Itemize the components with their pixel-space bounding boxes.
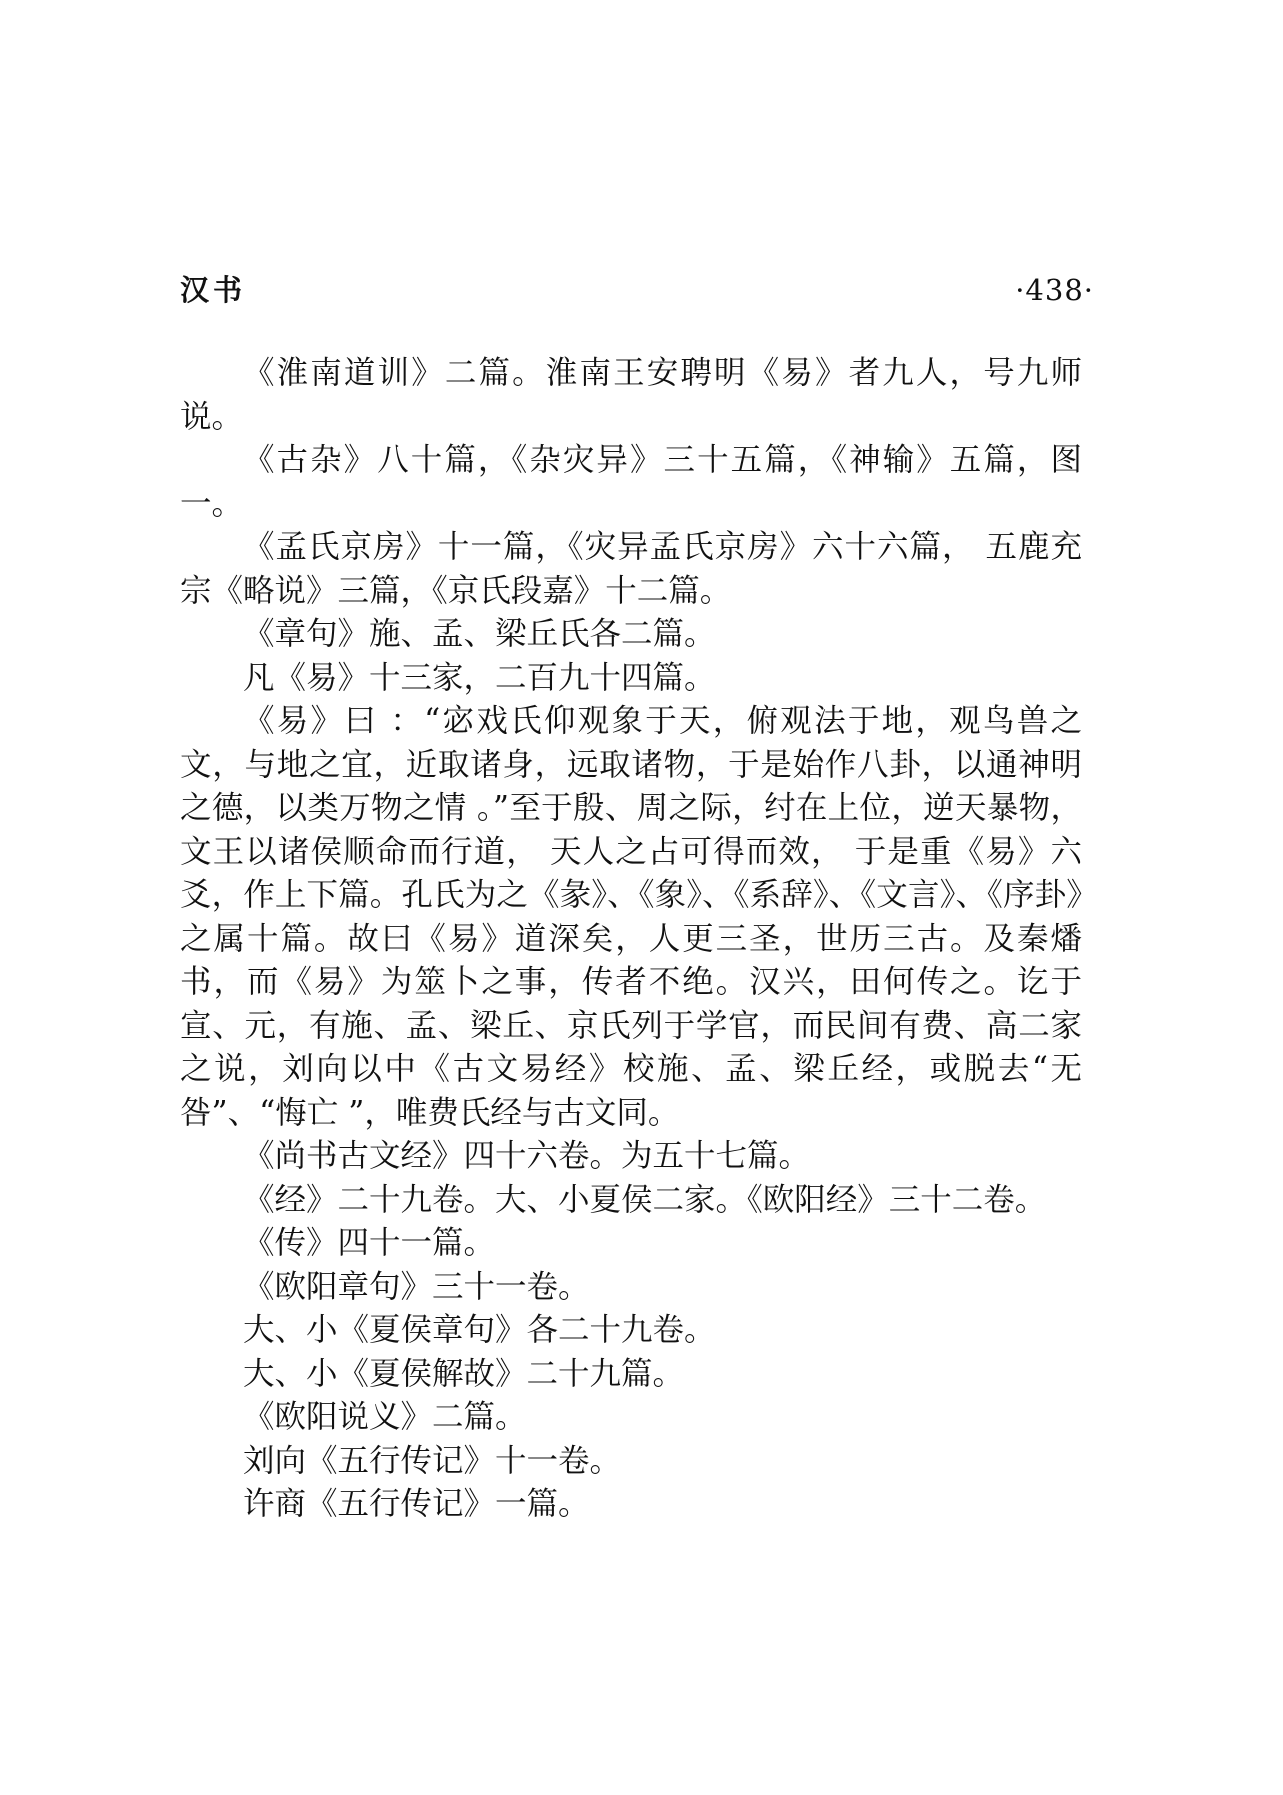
paragraph-zhangju: 《章句》施、孟、梁丘氏各二篇。 xyxy=(243,616,716,652)
paragraph-huainan-daoxun: 《淮南道训》二篇。淮南王安聘明《易》者九人，号九师说。 xyxy=(180,355,1082,435)
book-title: 汉书 xyxy=(180,273,247,307)
paragraph-shangshu-guwen: 《尚书古文经》四十六卷。为五十七篇。 xyxy=(243,1138,811,1174)
paragraph-yi-summary: 凡《易》十三家，二百九十四篇。 xyxy=(243,659,716,696)
paragraph-yi-commentary: 《易》曰 ：“宓戏氏仰观象于天，俯观法于地，观鸟兽之文，与地之宜，近取诸身，远取诸物，于是始作八卦，以通神明之德，以类万物之情 。”至于殷、周之际，纣在上位，逆天暴物，文王以诸侯顺命而行道， 天人之占可得而效， 于是重《易》六爻，作上下篇。孔氏为之《彖》、《象》、《系辞》、《文言》、《序卦》之属十篇。故曰《易》道深矣，人更三圣，世历三古。及秦燔书，而《易》为筮卜之事，传者不绝。汉兴，田何传之。讫于宣、元，有施、孟、梁丘、京氏列于学官，而民间有费、高二家之说，刘向以中《古文易经》校施、孟、梁丘经，或脱去“无咎”、“悔亡 ”，唯费氏经与古文同。 xyxy=(180,703,1082,1131)
paragraph-jing: 《经》二十九卷。大、小夏侯二家。《欧阳经》三十二卷。 xyxy=(243,1181,1047,1218)
page-header xyxy=(180,268,1094,312)
paragraph-guza: 《古杂》八十篇，《杂灾异》三十五篇，《神输》五篇，图一。 xyxy=(180,442,1082,522)
paragraph-xiahou-zhangju: 大、小《夏侯章句》各二十九卷。 xyxy=(243,1312,716,1348)
paragraph-ouyang-shuoyi: 《欧阳说义》二篇。 xyxy=(243,1399,527,1435)
paragraph-liuxiang-wuxing: 刘向《五行传记》十一卷。 xyxy=(243,1442,622,1479)
paragraph-xushang-wuxing: 许商《五行传记》一篇。 xyxy=(243,1486,590,1522)
paragraph-ouyang-zhangju: 《欧阳章句》三十一卷。 xyxy=(243,1268,590,1305)
paragraph-mengshi-jingfang: 《孟氏京房》十一篇，《灾异孟氏京房》六十六篇， 五鹿充宗《略说》三篇，《京氏段嘉》十二篇。 xyxy=(180,529,1082,609)
page-body xyxy=(180,352,1082,1527)
page-number: ·438· xyxy=(1015,273,1094,307)
paragraph-zhuan: 《传》四十一篇。 xyxy=(243,1225,496,1261)
paragraph-xiahou-jiegu: 大、小《夏侯解故》二十九篇。 xyxy=(243,1355,685,1392)
